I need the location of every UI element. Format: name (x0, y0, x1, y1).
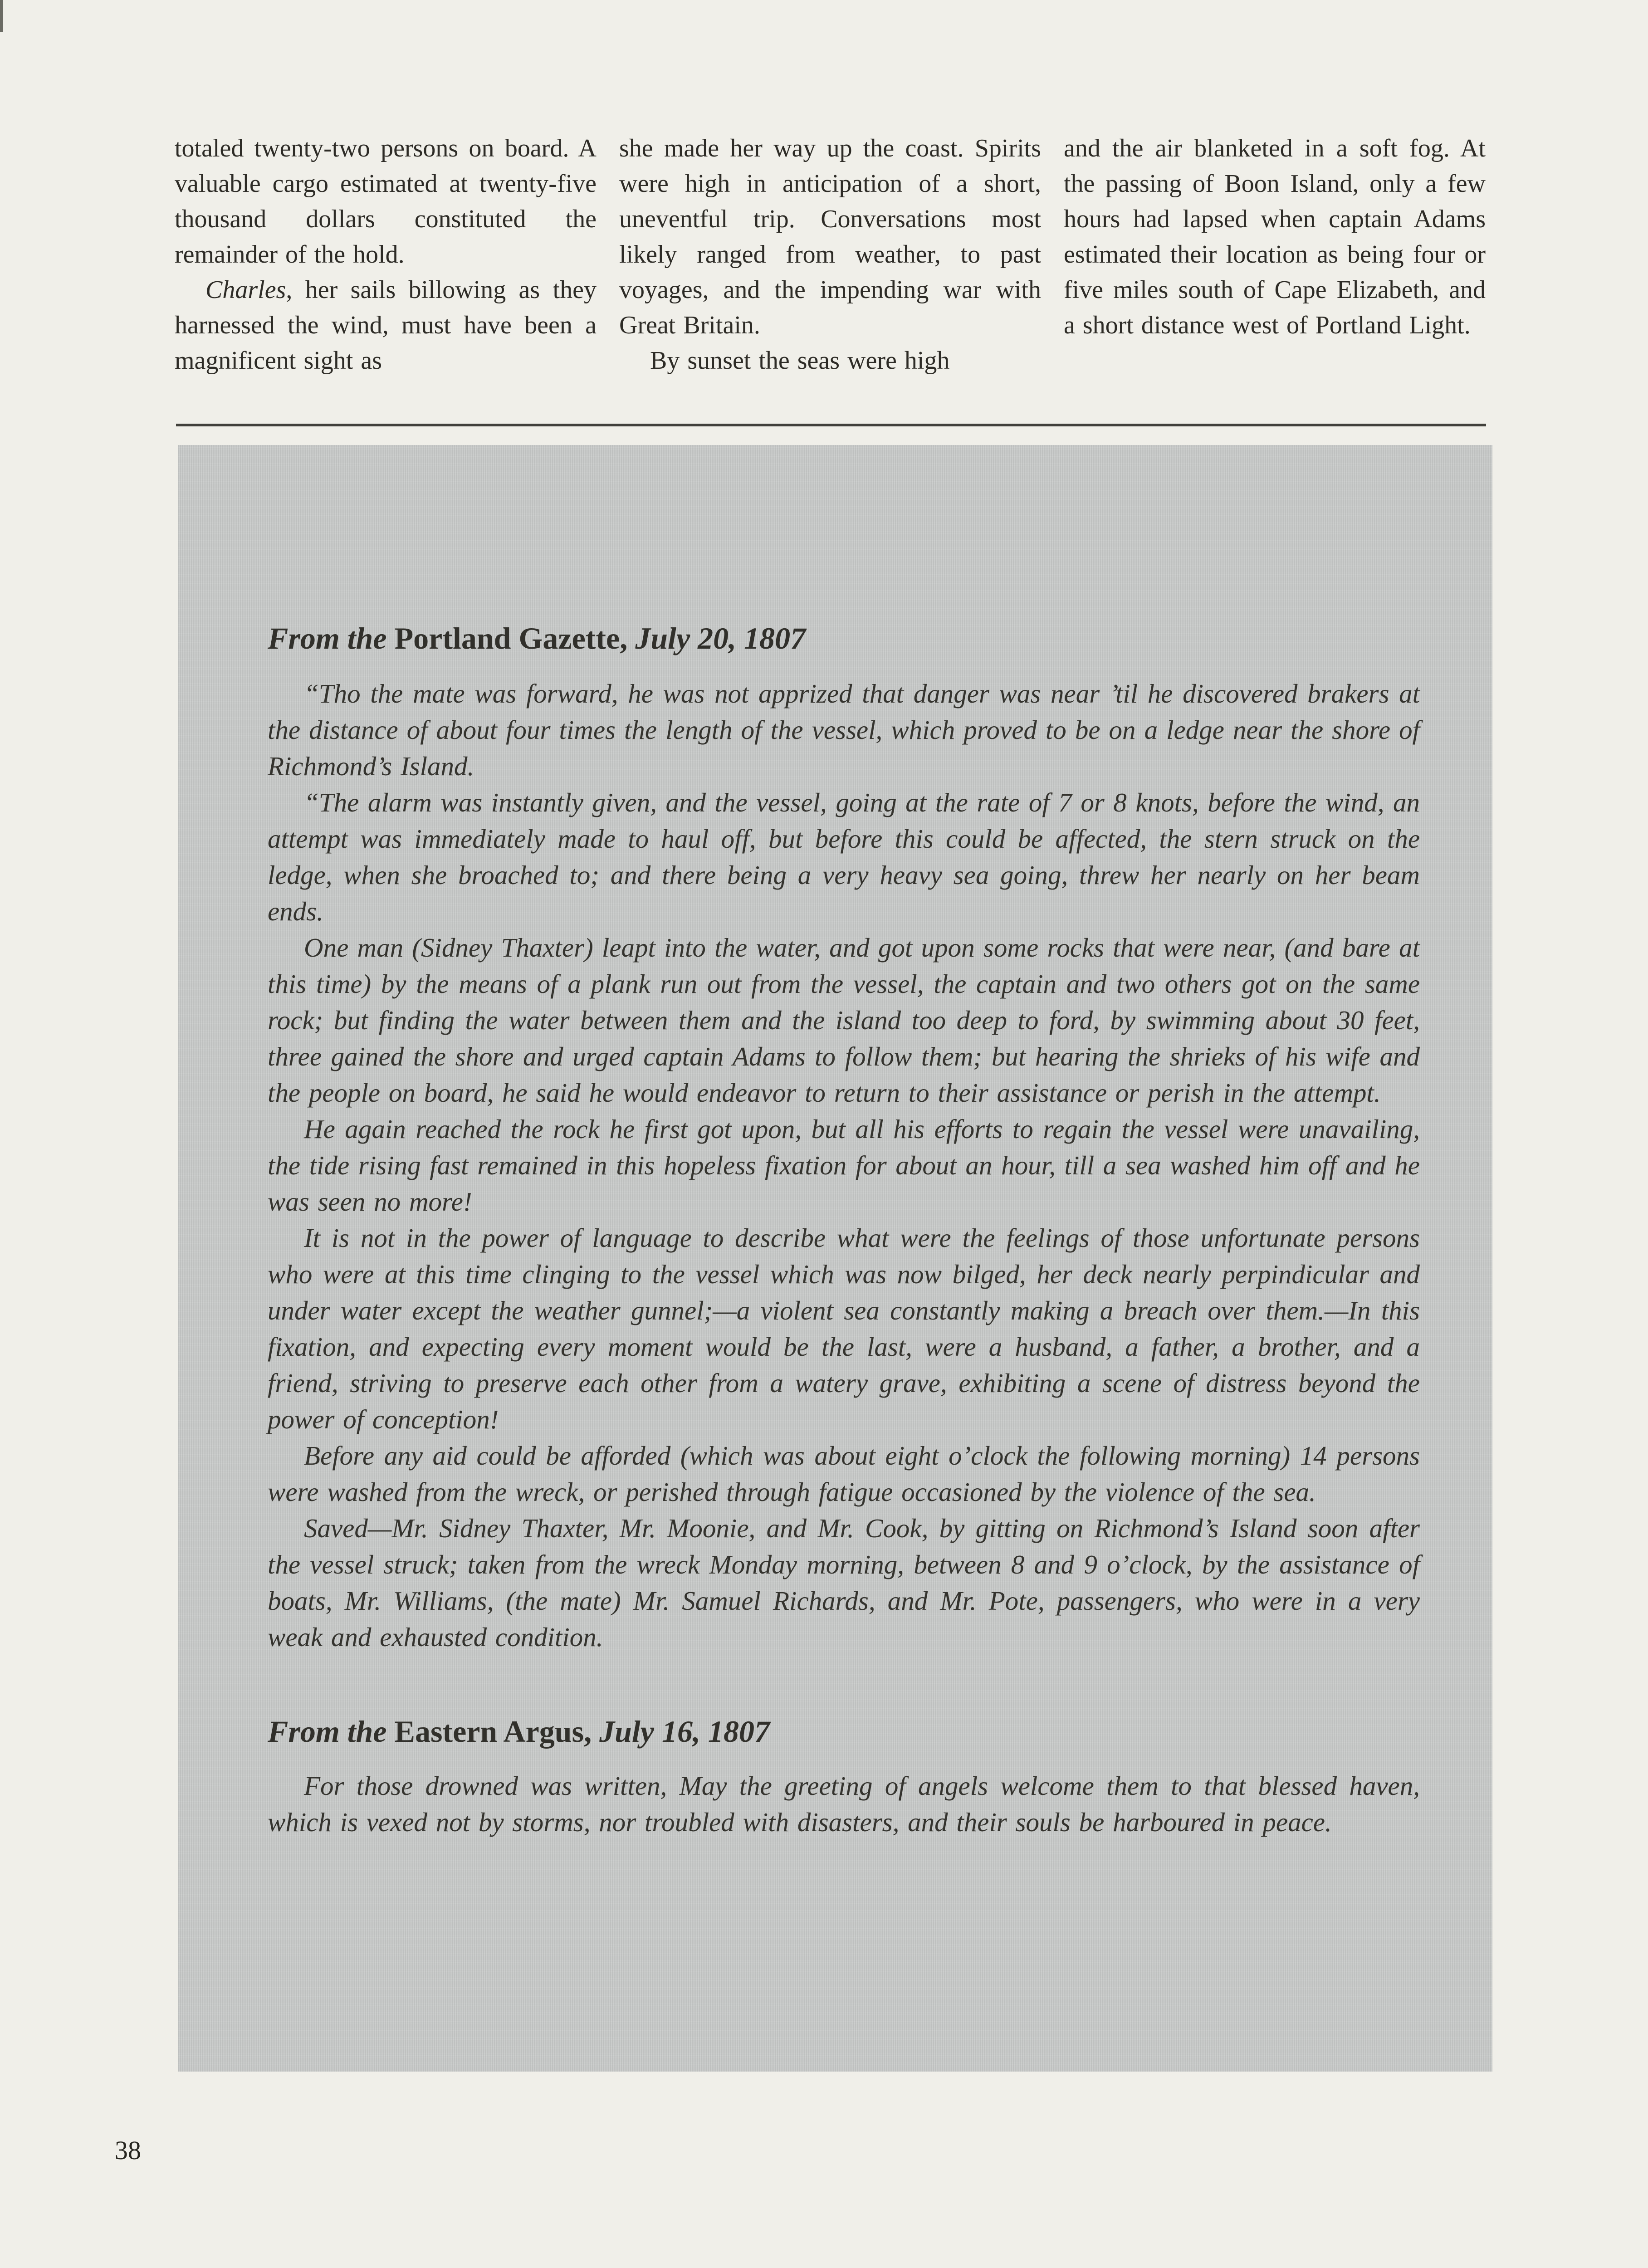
article-paragraph: she made her way up the coast. Spirits were high in anticipation of a short, uneventful trip. Conversations most likely ranged from weather, to past voyages, and the impending war with Great Britain. (619, 134, 1041, 339)
newspaper-excerpt-box (178, 445, 1492, 2072)
article-column-2 (619, 131, 1041, 378)
ship-name-italic: Charles (205, 276, 286, 304)
excerpt-paragraph: “The alarm was instantly given, and the vessel, going at the rate of 7 or 8 knots, before the wind, an attempt was immediately made to haul off, but before this could be affected, the stern struck on the ledge, when she broached to; and there being a very heavy sea going, threw her nearly on her beam ends. (268, 787, 1420, 926)
portland-gazette-heading (268, 620, 1420, 656)
article-column-3 (1064, 131, 1486, 378)
section-divider-rule (176, 424, 1486, 426)
heading-date: July 20, 1807 (635, 621, 806, 655)
excerpt-paragraph: One man (Sidney Thaxter) leapt into the water, and got upon some rocks that were near, (and bare at this time) by the means of a plank run out from the vessel, the captain and two others got on the same rock; but finding the water between them and the island too deep to ford, by swimming about 30 feet, three gained the shore and urged captain Adams to follow them; but hearing the shrieks of his wife and the people on board, he said he would endeavor to return to their assistance or perish in the attempt. (268, 933, 1420, 1108)
heading-prefix: From the (268, 1714, 387, 1749)
article-paragraph: and the air blanketed in a soft fog. At the passing of Boon Island, only a few hours had lapsed when captain Adams estimated their location as being four or five miles south of Cape Elizabeth, and a short distance west of Portland Light. (1064, 134, 1486, 339)
excerpt-paragraph: Saved—Mr. Sidney Thaxter, Mr. Moonie, and Mr. Cook, by gitting on Richmond’s Island soon after the vessel struck; taken from the wreck Monday morning, between 8 and 9 o’clock, by the assistance of boats, Mr. Williams, (the mate) Mr. Samuel Richards, and Mr. Pote, passengers, who were in a very weak and exhausted condition. (268, 1513, 1420, 1652)
article-column-1 (175, 131, 597, 378)
excerpt-paragraph: It is not in the power of language to describe what were the feelings of those unfortunate persons who were at this time clinging to the vessel which was now bilged, her deck nearly perpindicular and under water except the weather gunnel;—a violent sea constantly making a breach over them.—In this fixation, and expecting every moment would be the last, were a husband, a father, a brother, and a friend, striving to preserve each other from a watery grave, exhibiting a scene of distress beyond the power of conception! (268, 1223, 1420, 1434)
heading-source-name: Portland Gazette, (394, 621, 628, 655)
excerpt-paragraph: For those drowned was written, May the greeting of angels welcome them to that blessed haven, which is vexed not by storms, nor troubled with disasters, and their souls be harboured in peace. (268, 1771, 1420, 1837)
excerpt-paragraph: He again reached the rock he first got upon, but all his efforts to regain the vessel were unavailing, the tide rising fast remained in this hopeless fixation for about an hour, till a sea washed him off and he was seen no more! (268, 1114, 1420, 1217)
heading-source-name: Eastern Argus, (394, 1714, 592, 1749)
heading-date: July 16, 1807 (599, 1714, 770, 1749)
excerpt-paragraph: Before any aid could be afforded (which was about eight o’clock the following morning) 14 persons were washed from the wreck, or perished through fatigue occasioned by the violence of the sea. (268, 1441, 1420, 1507)
article-paragraph (175, 272, 597, 378)
article-paragraph: By sunset the seas were high (650, 347, 950, 375)
page-number: 38 (115, 2136, 141, 2165)
article-columns (175, 131, 1486, 378)
heading-prefix: From the (268, 621, 387, 655)
excerpt-paragraph: “Tho the mate was forward, he was not apprized that danger was near ’til he discovered brakers at the distance of about four times the length of the vessel, which proved to be on a ledge near the shore of Richmond’s Island. (268, 679, 1420, 781)
scan-edge-artifact (0, 0, 3, 32)
article-paragraph-text: , her sails billowing as they harnessed the wind, must have been a magnificent sight as (175, 276, 597, 375)
article-paragraph: totaled twenty-two persons on board. A valuable cargo estimated at twenty-five thousand dollars constituted the remainder of the hold. (175, 134, 597, 269)
eastern-argus-heading (268, 1713, 1420, 1750)
